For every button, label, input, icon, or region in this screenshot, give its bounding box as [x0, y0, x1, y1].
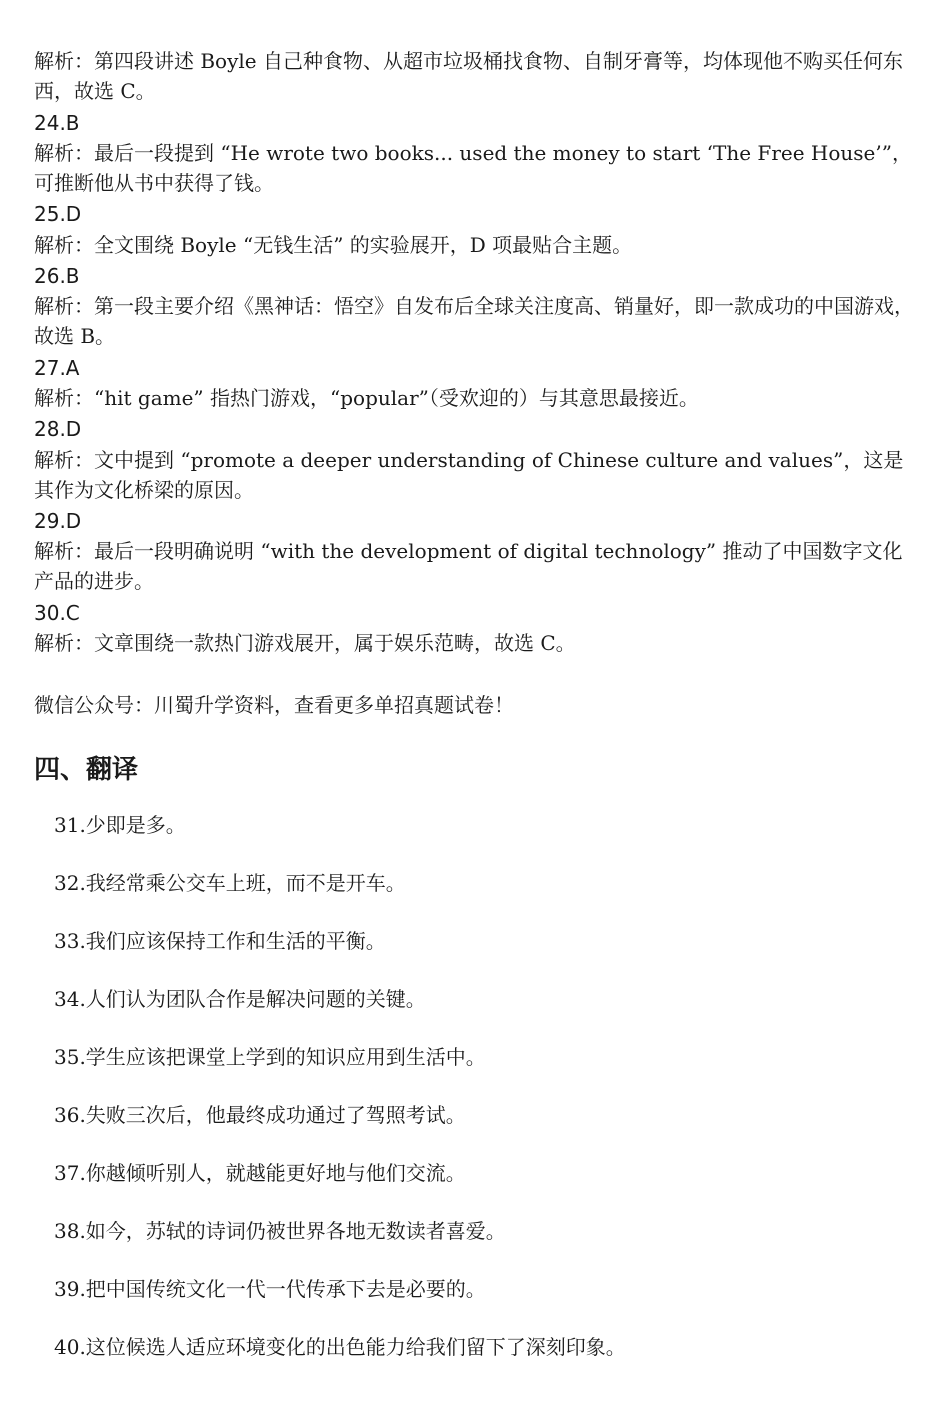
explanation-24: 解析：最后一段提到 “He wrote two books... used the money to start ‘The Free House’”，可推断他从书中获得了钱。 — [34, 141, 912, 195]
explanation-23: 解析：第四段讲述 Boyle 自己种食物、从超市垃圾桶找食物、自制牙膏等，均体现他不购买任何东西，故选 C。 — [34, 49, 903, 103]
answer-28: 28.D — [34, 417, 82, 441]
translation-item-37: 37.你越倾听别人，就越能更好地与他们交流。 — [54, 1161, 466, 1185]
translation-item-40: 40.这位候选人适应环境变化的出色能力给我们留下了深刻印象。 — [54, 1335, 626, 1359]
explanation-26: 解析：第一段主要介绍《黑神话：悟空》自发布后全球关注度高、销量好，即一款成功的中国游戏，故选 B。 — [34, 294, 914, 348]
translation-item-33: 33.我们应该保持工作和生活的平衡。 — [54, 929, 386, 953]
translation-item-38: 38.如今，苏轼的诗词仍被世界各地无数读者喜爱。 — [54, 1219, 506, 1243]
answer-25: 25.D — [34, 202, 82, 226]
translation-item-35: 35.学生应该把课堂上学到的知识应用到生活中。 — [54, 1045, 486, 1069]
translation-item-32: 32.我经常乘公交车上班，而不是开车。 — [54, 871, 406, 895]
answer-30: 30.C — [34, 601, 80, 625]
translation-item-36: 36.失败三次后，他最终成功通过了驾照考试。 — [54, 1103, 466, 1127]
explanation-30: 解析：文章围绕一款热门游戏展开，属于娱乐范畴，故选 C。 — [34, 631, 576, 655]
explanation-29: 解析：最后一段明确说明 “with the development of digital technology” 推动了中国数字文化产品的进步。 — [34, 539, 903, 593]
answer-29: 29.D — [34, 509, 82, 533]
answer-27: 27.A — [34, 356, 80, 380]
answer-26: 26.B — [34, 264, 80, 288]
translation-item-31: 31.少即是多。 — [54, 813, 186, 837]
explanation-25: 解析：全文围绕 Boyle “无钱生活” 的实验展开，D 项最贴合主题。 — [34, 233, 633, 257]
explanation-27: 解析：“hit game” 指热门游戏，“popular”（受欢迎的）与其意思最接近。 — [34, 386, 699, 410]
promo-text: 微信公众号：川蜀升学资料，查看更多单招真题试卷！ — [34, 693, 514, 717]
translation-item-39: 39.把中国传统文化一代一代传承下去是必要的。 — [54, 1277, 486, 1301]
explanation-28: 解析：文中提到 “promote a deeper understanding of Chinese culture and values”，这是其作为文化桥梁的原因。 — [34, 448, 904, 502]
translation-item-34: 34.人们认为团队合作是解决问题的关键。 — [54, 987, 426, 1011]
section-heading: 四、翻译 — [34, 755, 139, 785]
answer-24: 24.B — [34, 111, 80, 135]
